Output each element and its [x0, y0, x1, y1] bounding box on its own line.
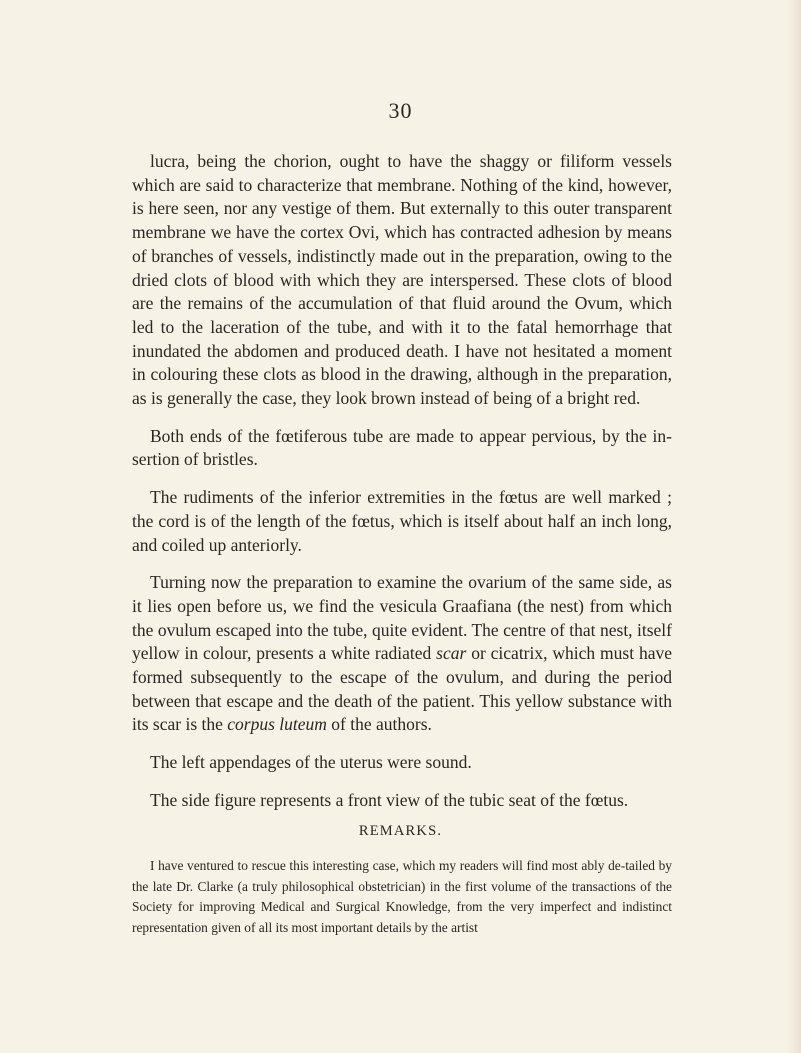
ovarium-text-middle: or cicatrix, which must have formed subsequently to the escape of the ovulum, and during the period between that escape and the death of the patient. This yellow substance with its scar is the — [132, 643, 672, 735]
paragraph-ovarium — [132, 571, 672, 737]
paragraph-rudiments: The rudiments of the inferior extremities in the fœtus are well marked ; the cord is of the length of the fœtus, which is itself about half an inch long, and coiled up anteriorly. — [132, 487, 672, 555]
ovarium-text-end: of the authors. — [326, 714, 432, 735]
remarks-heading: REMARKS. — [358, 823, 443, 839]
page-number: 30 — [388, 98, 413, 123]
ovarium-text-start: Turning now the preparation to examine the ovarium of the same side, as it lies open before us, we find the vesicula Graafiana (the nest) from which the ovulum escaped into the tube, quite evident. The centre of that nest, itself yellow in colour, presents a white radiated — [132, 572, 672, 664]
page-edge-shadow — [787, 0, 801, 1053]
paragraph-chorion: lucra, being the chorion, ought to have the shaggy or filiform vessels which are said to characterize that membrane. Nothing of the kind, however, is here seen, nor any vestige of them. But externally to this outer transparent membrane we have the cortex Ovi, which has contracted adhesion by means of branches of vessels, indistinctly made out in the preparation, owing to the dried clots of blood with which they are interspersed. These clots of blood are the remains of the accumulation of that fluid around the Ovum, which led to the laceration of the tube, and with it to the fatal hemorrhage that inundated the abdomen and produced death. I have not hesitated a moment in colouring these clots as blood in the drawing, although in the preparation, as is generally the case, they look brown instead of being of a bright red. — [132, 151, 672, 409]
scar-term: scar — [436, 643, 467, 664]
corpus-luteum-term: corpus luteum — [227, 714, 327, 735]
main-text — [132, 150, 672, 827]
paragraph-left-appendages: The left appendages of the uterus were sound. — [150, 752, 472, 773]
remarks-text: I have ventured to rescue this interesting case, which my readers will find most ably de-tailed by the late Dr. Clarke (a truly philosophical obstetrician) in the first volume of the transactions of the Society for improving Medical and Surgical Knowledge, from the very imperfect and indistinct representation given of all its most important details by the artist — [132, 858, 672, 935]
paragraph-side-figure: The side figure represents a front view of the tubic seat of the fœtus. — [150, 789, 629, 810]
paragraph-tube-ends: Both ends of the fœtiferous tube are made to appear pervious, by the in-sertion of bristles. — [132, 425, 672, 470]
